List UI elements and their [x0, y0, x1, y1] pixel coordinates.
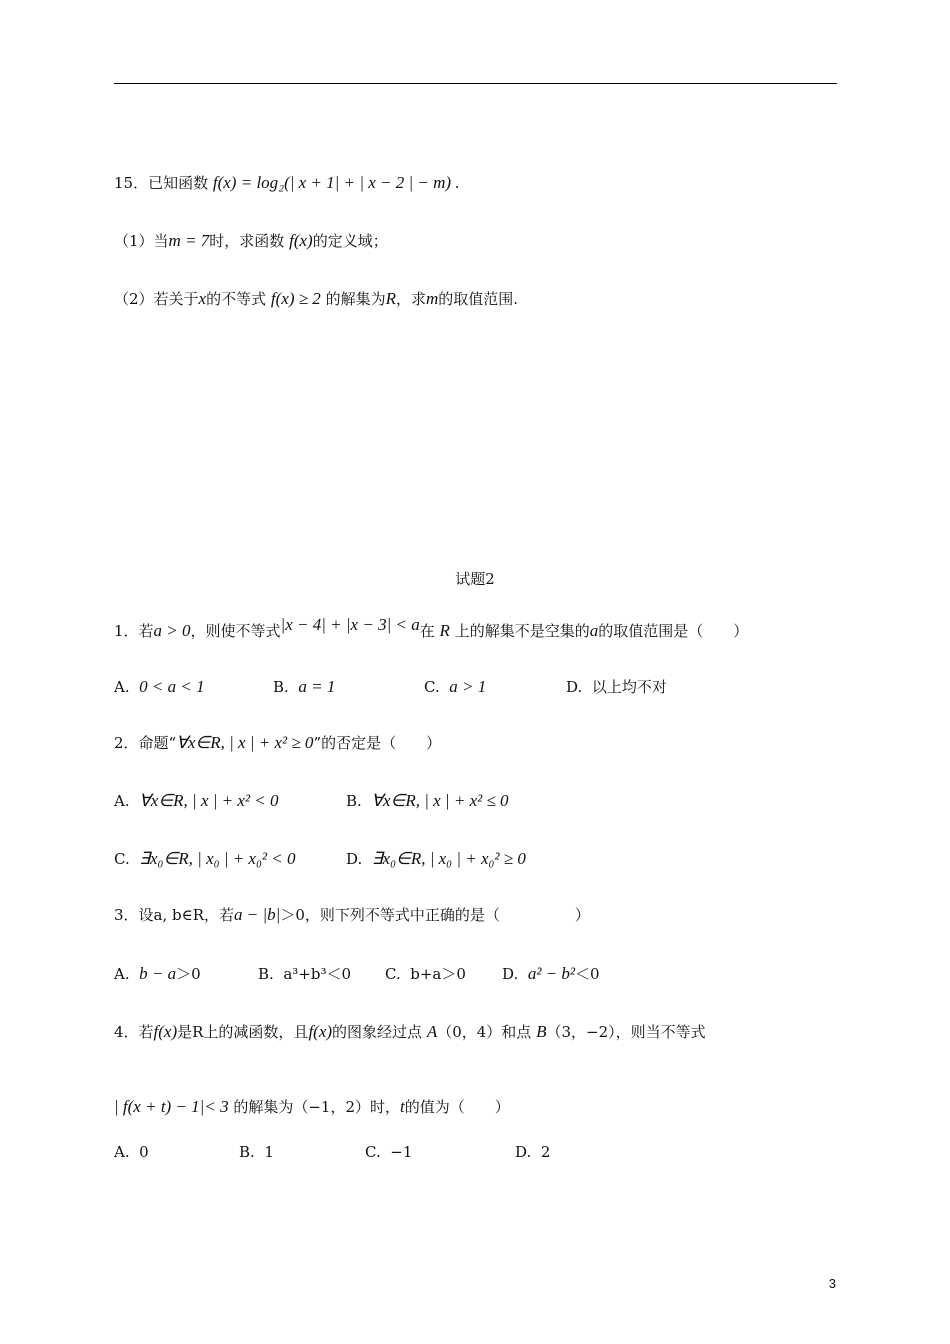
q15-part2-m: m: [426, 289, 439, 308]
q1-stem: [114, 615, 749, 642]
q1-mid: ，则使不等式: [190, 622, 281, 640]
q1-option-b[interactable]: [273, 676, 335, 698]
q3-cond: a − |b|: [234, 905, 281, 924]
option-label: D.: [515, 1143, 532, 1161]
option-text: b − a: [139, 964, 177, 983]
option-label: D.: [502, 965, 519, 983]
q4-point-b: B: [536, 1022, 547, 1041]
q4-option-d[interactable]: [515, 1141, 550, 1163]
q1-option-a[interactable]: [114, 676, 205, 698]
q15-part1: [114, 230, 388, 252]
q2-suffix: ”的否定是（ ）: [313, 734, 442, 752]
q4-t: t: [400, 1097, 405, 1116]
option-text: 0: [139, 1143, 149, 1161]
option-text: −1: [390, 1143, 413, 1161]
option-label: C.: [424, 678, 440, 696]
q1-cond: a > 0: [153, 621, 191, 640]
q4-option-b[interactable]: [239, 1141, 274, 1163]
option-text: 2: [540, 1143, 551, 1161]
q3-option-c[interactable]: [385, 963, 466, 985]
option-text: a > 1: [449, 677, 487, 696]
option-text: 1: [264, 1143, 274, 1161]
q15-part2-set: R: [385, 289, 396, 308]
q15-part1-mid: 时，求函数: [209, 232, 285, 250]
section-title: 试题2: [455, 570, 495, 588]
q4-line2-suffix: 的值为（ ）: [404, 1098, 510, 1116]
q4-option-a[interactable]: [114, 1141, 149, 1163]
q4-prefix: 4．若: [114, 1023, 154, 1041]
option-tail: ＜0: [574, 965, 600, 983]
option-label: B.: [258, 965, 274, 983]
q2-prefix: 2．命题“: [114, 734, 177, 752]
q15-part2-prefix: （2）若关于: [114, 290, 199, 308]
q4-stem-line2: [114, 1096, 510, 1118]
q4-coord-b: （3，−2），则当不等式: [546, 1023, 706, 1041]
q15-part1-func: f(x): [289, 231, 313, 250]
q1-ineq: |x − 4| + |x − 3| < a: [280, 615, 420, 634]
option-label: A.: [114, 965, 130, 983]
q2-option-a[interactable]: [114, 790, 279, 812]
option-label: C.: [385, 965, 401, 983]
q4-mid2: 的图象经过点: [332, 1023, 423, 1041]
q1-suffix: 的取值范围是（ ）: [598, 622, 749, 640]
option-text: a = 1: [298, 677, 336, 696]
q1-var: a: [589, 621, 599, 640]
option-tail: ＞0: [176, 965, 201, 983]
option-label: D.: [346, 850, 363, 868]
option-label: B.: [346, 792, 362, 810]
q1-prefix: 1．若: [114, 622, 154, 640]
q3-option-b[interactable]: [258, 963, 351, 985]
q1-mid2: 在: [419, 622, 435, 640]
q2-option-d[interactable]: [346, 848, 526, 870]
q4-point-a: A: [426, 1022, 438, 1041]
q15-part2-ineq: f(x) ≥ 2: [270, 289, 321, 308]
option-label: C.: [114, 850, 130, 868]
option-label: A.: [114, 678, 130, 696]
q1-mid3: 上的解集不是空集的: [454, 622, 590, 640]
option-text: ∃x₀∈R, | x₀ | + x₀² ≥ 0: [371, 849, 526, 868]
q15-formula: f(x) = log₂(| x + 1| + | x − 2 | − m) .: [212, 173, 460, 192]
option-label: A.: [114, 792, 130, 810]
option-label: A.: [114, 1143, 130, 1161]
q4-coord-a: （0，4）和点: [437, 1023, 532, 1041]
q4-f2: f(x): [308, 1022, 333, 1041]
q1-option-c[interactable]: [424, 676, 486, 698]
q15-part1-cond: m = 7: [168, 231, 210, 250]
q1-option-d[interactable]: [566, 676, 667, 698]
q2-prop: ∀x∈R, | x | + x² ≥ 0: [176, 733, 314, 752]
option-text: a² − b²: [527, 964, 575, 983]
option-label: C.: [365, 1143, 381, 1161]
option-text: ∃x₀∈R, | x₀ | + x₀² < 0: [139, 849, 296, 868]
page-number: 3: [828, 1276, 836, 1291]
q3-prefix: 3．设a, b∈R，若: [114, 906, 235, 924]
q15-part2-mid3: ，求: [396, 290, 427, 308]
option-label: B.: [273, 678, 289, 696]
option-text: 以上均不对: [591, 678, 667, 696]
q4-mid: 是R上的减函数，且: [177, 1023, 309, 1041]
q15-part2-mid: 的不等式: [206, 290, 267, 308]
q15-part2: [114, 288, 518, 310]
header-rule: [114, 83, 837, 84]
q1-set: R: [439, 621, 450, 640]
q3-suffix: ＞0，则下列不等式中正确的是（ ）: [280, 906, 590, 924]
option-text: ∀x∈R, | x | + x² ≤ 0: [371, 791, 509, 810]
q2-stem: [114, 732, 441, 754]
q15-part2-var: x: [198, 289, 207, 308]
q3-option-d[interactable]: [502, 963, 600, 985]
q4-stem-line1: [114, 1021, 706, 1043]
q3-stem: [114, 904, 590, 926]
q4-f1: f(x): [153, 1022, 178, 1041]
q15-part2-mid2: 的解集为: [325, 290, 386, 308]
option-label: D.: [566, 678, 583, 696]
q15-part1-suffix: 的定义域；: [312, 232, 388, 250]
q4-line2-mid: 的解集为（−1，2）时，: [233, 1098, 401, 1116]
q4-ineq: | f(x + t) − 1|< 3: [114, 1097, 229, 1116]
q15-part1-prefix: （1）当: [114, 232, 169, 250]
option-label: B.: [239, 1143, 255, 1161]
q15-stem: [114, 172, 460, 194]
option-text: 0 < a < 1: [139, 677, 205, 696]
q2-option-b[interactable]: [346, 790, 509, 812]
option-text: b+a＞0: [410, 965, 466, 983]
q2-option-c[interactable]: [114, 848, 295, 870]
option-text: ∀x∈R, | x | + x² < 0: [139, 791, 279, 810]
q15-part2-suffix: 的取值范围.: [438, 290, 519, 308]
q3-option-a[interactable]: [114, 963, 201, 985]
q15-stem-text: 15．已知函数: [114, 174, 209, 192]
option-text: a³+b³＜0: [283, 965, 352, 983]
q4-option-c[interactable]: [365, 1141, 412, 1163]
